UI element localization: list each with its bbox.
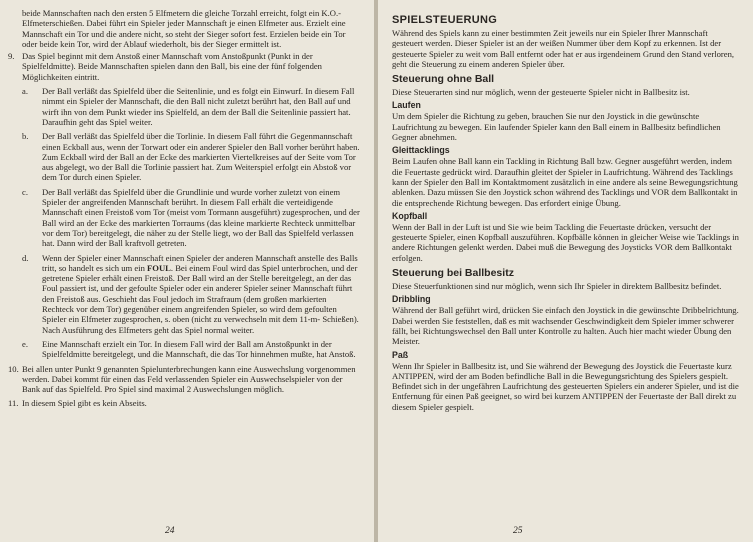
- heading-pass: Paß: [392, 349, 409, 360]
- right-page: [378, 0, 753, 542]
- heading-laufen: Laufen: [392, 100, 421, 111]
- rule-item-10-text: Bei allen unter Punkt 9 genannten Spielunterbrechungen kann eine Auswechslung vorgenommen werden. Dabei kommt für einen das Feld verlassenden Spieler ein Auswechselspieler von der Bank auf das Spielfeld. Pro Spiel sind maximal 2 Auswechslungen möglich.: [22, 363, 356, 395]
- rule-item-9-text: Das Spiel beginnt mit dem Anstoß einer Mannschaft vom Anstoßpunkt (Punkt in der Spielfeldmitte). Beide Mannschaften spielen dann den Ball, bis eine der fünf folgenden Möglichkeiten eintritt.: [22, 51, 322, 82]
- steuerung-bei-ballbesitz-intro: Diese Steuerfunktionen sind nur möglich, wenn sich Ihr Spieler in direktem Ballbesitz befindet.: [392, 281, 722, 292]
- heading-kopfball: Kopfball: [392, 210, 428, 221]
- left-page: [0, 0, 374, 542]
- rule-item-9-label: 9.: [8, 51, 15, 62]
- sub-item-c-label: c.: [22, 186, 28, 197]
- sub-item-d: [8, 253, 360, 335]
- rule-item-10: [8, 364, 360, 395]
- laufen-text: Um dem Spieler die Richtung zu geben, brauchen Sie nur den Joystick in die gewünschte Laufrichtung zu bewegen. Ein laufender Spieler kann den Ball einem in Ballbesitz befindlichen Gegner abnehmen.: [392, 111, 721, 143]
- sub-item-a-label: a.: [22, 86, 28, 97]
- sub-item-e-text: Eine Mannschaft erzielt ein Tor. In diesem Fall wird der Ball am Anstoßpunkt in der Spielfeldmitte bereitgelegt, und die Mannschaft, die das Tor hinnehmen mußte, hat Anstoß.: [42, 338, 356, 360]
- rule-item-11-text: In diesem Spiel gibt es kein Abseits.: [22, 398, 147, 409]
- gleittacklings-text: Beim Laufen ohne Ball kann ein Tackling in Richtung Ball bzw. Gegner ausgeführt werden, indem die Feuertaste gedrückt wird. Daraufhin gleitet der Spieler in Laufrichtung. Während des Tacklings kann der Spieler den Ball im Kontaktmoment zusätzlich in eine andere als seine Bewegungsrichtung ablenken. Dazu müssen Sie den Joystick schon während des Tacklings und VOR dem Ballkontakt in die entsprechende Richtung bewegen. Das erfordert einige Übung.: [392, 156, 738, 208]
- heading-dribbling: Dribbling: [392, 294, 431, 305]
- sub-item-c-text: Der Ball verläßt das Spielfeld über die Grundlinie und wurde vorher zuletzt von einem Spieler der angreifenden Mannschaft berührt. In diesem Fall erhält die verteidigende Mannschaft einen Freistoß vom Tor (meist vom Tormann ausgeführt) zugesprochen, und der Ball wird an der Ecke des markierten Torraums (das kleine markierte Rechteck unmittelbar vor dem Tor) bereitgelegt, die näher zu der Stelle liegt, wo der Ball das Spielfeld verlassen hat. Dann wird der Ball kraftvoll getreten.: [42, 186, 360, 249]
- sub-item-a-text: Der Ball verläßt das Spielfeld über die Seitenlinie, und es folgt ein Einwurf. In diesem Fall nimmt ein Spieler der Mannschaft, die den Ball nicht zuletzt berührt hat, den Ball auf und wirft ihn von dem Punkt wieder ins Spielfeld, an dem der Ball die Seitenlinie passiert hat. Daraufhin geht das Spiel weiter.: [42, 86, 355, 127]
- foul-term: FOUL: [147, 262, 171, 273]
- rule-item-9: [8, 51, 360, 82]
- sub-item-e-label: e.: [22, 338, 28, 349]
- dribbling-text: Während der Ball geführt wird, drücken Sie einfach den Joystick in die gewünschte Dribbelrichtung. Dabei werden Sie feststellen, daß es mit wachsender Geschwindigkeit dem Spieler immer schwerer fällt, bei Richtungswechsel den Ball unter Kontrolle zu halten. Auch hier macht wieder Übung den Meister.: [392, 305, 739, 347]
- heading-steuerung-ohne-ball: Steuerung ohne Ball: [392, 73, 495, 86]
- sub-item-c: [8, 187, 360, 249]
- sub-item-b-text: Der Ball verläßt das Spielfeld über die Torlinie. In diesem Fall führt die Gegenmannschaft einen Eckball aus, wenn der Torwart oder ein anderer Spieler den Ball vorher berührt haben. Zum Eckball wird der Ball an der Ecke des markierten Viertelkreises auf der Seite vom Tor aus abgelegt, wo der Ball die Torlinie passiert hat. Zum Weiterspiel erfolgt ein Abstoß vor dem Tor durch einen Spieler.: [42, 131, 360, 183]
- rule-item-10-label: 10.: [8, 363, 19, 374]
- rule-item-11-label: 11.: [8, 398, 19, 409]
- heading-gleittacklings: Gleittacklings: [392, 145, 450, 156]
- sub-item-a: [8, 86, 360, 127]
- right-intro-paragraph: Während des Spiels kann zu einer bestimmten Zeit jeweils nur ein Spieler Ihrer Mannschaft gesteuert werden. Dieser Spieler ist an der weißen Nummer über dem Kopf zu erkennen. Ist der gesteuerte Spieler zu weit vom Ball entfernt oder hat er aus irgendeinem Grund den Stand verloren, geht die Steuerung zu einem anderen Spieler über.: [392, 28, 735, 69]
- sub-item-d-text-before: Wenn der Spieler einer Mannschaft einen Spieler der anderen Mannschaft anstelle des Balls tritt, so handelt es sich um ein: [42, 252, 358, 273]
- sub-item-e: [8, 339, 360, 360]
- sub-item-b: [8, 131, 360, 182]
- sub-item-d-text-after: . Bei einem Foul wird das Spiel unterbrochen, und der getretene Spieler erhält einen Freistoß. Der Ball wird an der Stelle bereitgelegt, an der das Foul passiert ist, und der gefoulte Spieler oder ein anderer Spieler seiner Mannschaft führt den Freistoß aus. Geschieht das Foul jedoch im Strafraum (dem großen markierten Rechteck vor dem Tor) gegenüber einem angreifenden Spieler, so wird dem gefoulten Spieler ein Elfmeter zugesprochen, s. oben (nicht zu verwechseln mit dem 11-m- Schießen). Nach Ausführung des Elfmeters geht das Spiel normal weiter.: [42, 262, 359, 335]
- sub-item-d-label: d.: [22, 252, 29, 263]
- kopfball-text: Wenn der Ball in der Luft ist und Sie wie beim Tackling die Feuertaste drücken, versucht der gesteuerte Spieler, einen Kopfball auszuführen. Kopfbälle können in gleicher Weise wie Tacklings in andere Richtungen gelenkt werden. Dabei muß die Bewegung des Joysticks VOR dem Ballkontakt erfolgen.: [392, 221, 739, 263]
- section-title: SPIELSTEUERUNG: [392, 14, 498, 26]
- left-intro-paragraph: beide Mannschaften nach den ersten 5 Elfmetern die gleiche Torzahl erreicht, folgt ein K.O.-Elfmeterschießen. Dabei führt ein Spieler jeder Mannschaft je einen Elfmeter aus. Erzielt eine Mannschaft ein Tor und die andere nicht, so steht der Sieger sofort fest. Erzielen beide ein Tor oder beide kein Tor, wird der Ablauf wiederholt, bis der Sieger ermittelt ist.: [22, 8, 346, 49]
- steuerung-ohne-ball-intro: Diese Steuerarten sind nur möglich, wenn der gesteuerte Spieler nicht in Ballbesitz ist.: [392, 87, 690, 98]
- heading-steuerung-bei-ballbesitz: Steuerung bei Ballbesitz: [392, 267, 514, 280]
- sub-item-b-label: b.: [22, 131, 29, 142]
- pass-text: Wenn Ihr Spieler in Ballbesitz ist, und Sie während der Bewegung des Joystick die Feuertaste kurz ANTIPPEN, wird der am Boden befindliche Ball in die Bewegungsrichtung des Spielers gespielt. Befindet sich in der ungefähren Laufrichtung des gesteuerten Spielers ein anderer Spieler, und ist die Entfernung für einen Paß geeignet, so wird bei kurzem ANTIPPEN der Feuertaste der Ball direkt zu diesem Spieler gespielt.: [392, 360, 739, 412]
- rule-item-11: [8, 398, 360, 408]
- left-page-number: 24: [165, 526, 175, 536]
- right-page-number: 25: [513, 526, 523, 536]
